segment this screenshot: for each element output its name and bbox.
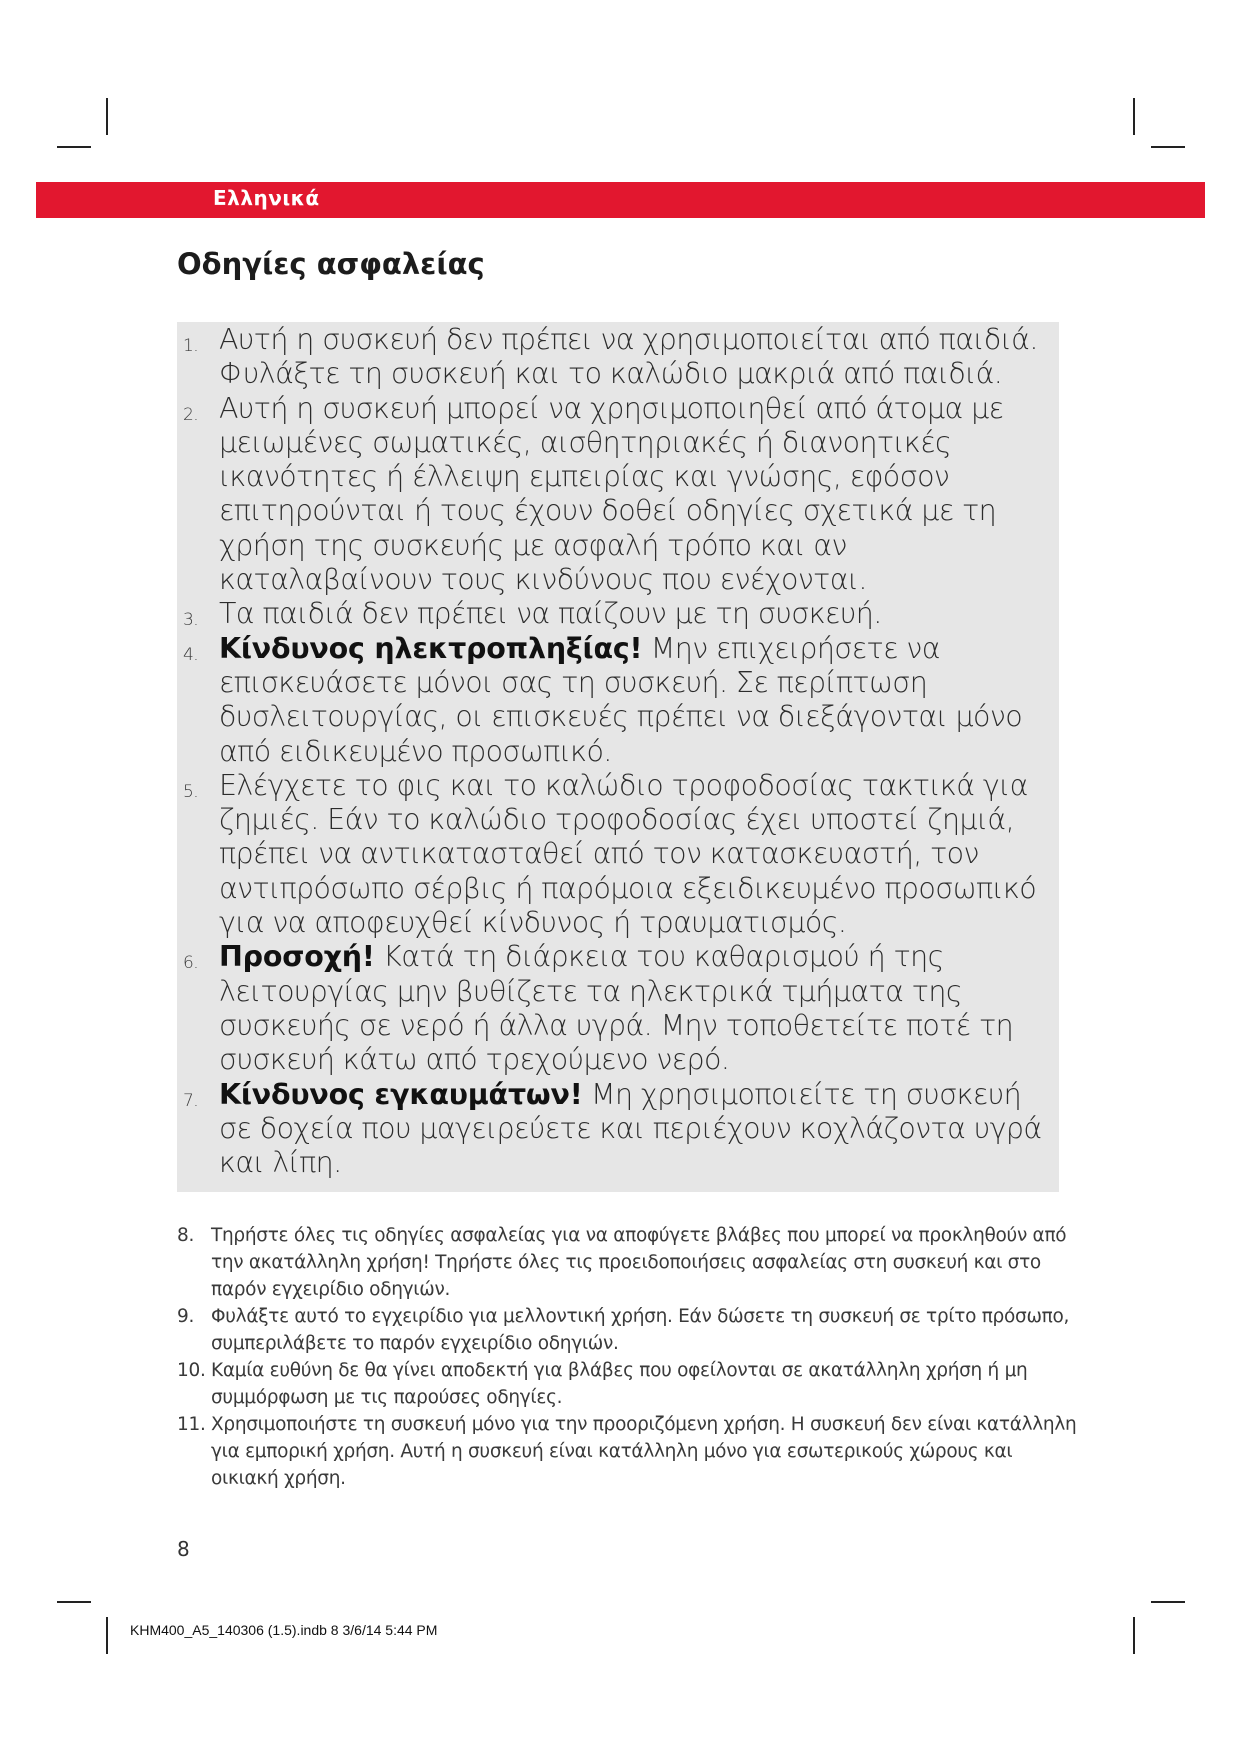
safety-instruction-item [177,392,1059,598]
safety-instruction-item [177,769,1059,940]
instruction-text: Μην επιχειρήσετε να επισκευάσετε μόνοι σας τη συσκευή. Σε περίπτωση δυσλειτουργίας, οι επισκευές πρέπει να διεξάγονται μόνο από ειδικευμένο προσωπικό. [219,631,1023,768]
instruction-text: Φυλάξτε αυτό το εγχειρίδιο για μελλοντική χρήση. Εάν δώσετε τη συσκευή σε τρίτο πρόσωπο, συμπεριλάβετε το παρόν εγχειρίδιο οδηγιών. [211,1306,1070,1354]
crop-mark [1133,1617,1135,1654]
instruction-number: 6. [183,953,199,974]
language-header-bar [36,182,1205,218]
instruction-text: Κατά τη διάρκεια του καθαρισμού ή της λειτουργίας μην βυθίζετε τα ηλεκτρικά τμήματα της συσκευής σε νερό ή άλλα υγρά. Μην τοποθετείτε ποτέ τη συσκευή κάτω από τρεχούμενο νερό. [219,940,1014,1077]
page-number: 8 [177,1537,190,1561]
instruction-text: Αυτή η συσκευή μπορεί να χρησιμοποιηθεί από άτομα με μειωμένες σωματικές, αισθητηριακές ή διανοητικές ικανότητες ή έλλειψη εμπειρίας και γνώσης, εφόσον επιτηρούνται ή τους έχουν δοθεί οδηγίες σχετικά με τη χρήση της συσκευής με ασφαλή τρόπο και αν καταλαβαίνουν τους κινδύνους που ενέχονται. [219,391,1004,597]
instruction-item [177,1357,1077,1411]
crop-mark [57,1601,91,1603]
safety-instructions-box [177,322,1059,1192]
instruction-number: 5. [183,781,199,802]
warning-label: Προσοχή! [219,940,375,974]
instruction-number: 11. [177,1414,206,1435]
instruction-item [177,1411,1077,1492]
instruction-number: 9. [177,1306,195,1327]
warning-label: Κίνδυνος εγκαυμάτων! [219,1077,583,1111]
instruction-text: Αυτή η συσκευή δεν πρέπει να χρησιμοποιείται από παιδιά. Φυλάξτε τη συσκευή και το καλώδιο μακριά από παιδιά. [219,323,1038,391]
instruction-text: Χρησιμοποιήστε τη συσκευή μόνο για την προοριζόμενη χρήση. Η συσκευή δεν είναι κατάλληλη για εμπορική χρήση. Αυτή η συσκευή είναι κατάλληλη μόνο για εσωτερικούς χώρους και οικιακή χρήση. [211,1414,1077,1489]
instruction-number: 7. [183,1090,199,1111]
instruction-text: Καμία ευθύνη δε θα γίνει αποδεκτή για βλάβες που οφείλονται σε ακατάλληλη χρήση ή μη συμμόρφωση με τις παρούσες οδηγίες. [211,1360,1028,1408]
crop-mark [106,98,108,135]
instruction-text: Τα παιδιά δεν πρέπει να παίζουν με τη συσκευή. [219,597,882,631]
crop-mark [106,1617,108,1654]
safety-instruction-item [177,940,1059,1077]
instruction-number: 8. [177,1225,195,1246]
instruction-number: 10. [177,1360,206,1381]
crop-mark [1151,1601,1185,1603]
instruction-number: 4. [183,644,199,665]
instruction-text: Ελέγχετε το φις και το καλώδιο τροφοδοσίας τακτικά για ζημιές. Εάν το καλώδιο τροφοδοσίας έχει υποστεί ζημιά, πρέπει να αντικατασταθεί από τον κατασκευαστή, τον αντιπρόσωπο σέρβις ή παρόμοια εξειδικευμένο προσωπικό για να αποφευχθεί κίνδυνος ή τραυματισμός. [219,768,1037,940]
instruction-text: Τηρήστε όλες τις οδηγίες ασφαλείας για να αποφύγετε βλάβες που μπορεί να προκληθούν από την ακατάλληλη χρήση! Τηρήστε όλες τις προειδοποιήσεις ασφαλείας στη συσκευή και στο παρόν εγχειρίδιο οδηγιών. [211,1225,1067,1300]
safety-instruction-item [177,1078,1059,1181]
safety-instruction-item [177,597,1059,631]
instruction-text: Μη χρησιμοποιείτε τη συσκευή σε δοχεία που μαγειρεύετε και περιέχουν κοχλάζοντα υγρά και λίπη. [219,1077,1042,1180]
instruction-number: 2. [183,404,199,425]
safety-instruction-item [177,632,1059,769]
safety-instruction-item [177,323,1059,392]
page-title: Οδηγίες ασφαλείας [177,247,485,281]
instruction-number: 3. [183,610,199,631]
additional-instructions-list [177,1222,1077,1492]
instruction-item [177,1222,1077,1303]
crop-mark [57,146,91,148]
print-info-slug: KHM400_A5_140306 (1.5).indb 8 3/6/14 5:44 PM [130,1622,438,1638]
language-label: Ελληνικά [213,186,320,210]
instruction-number: 1. [183,336,199,356]
instruction-item [177,1303,1077,1357]
crop-mark [1133,98,1135,135]
warning-label: Κίνδυνος ηλεκτροπληξίας! [219,631,643,665]
crop-mark [1151,146,1185,148]
